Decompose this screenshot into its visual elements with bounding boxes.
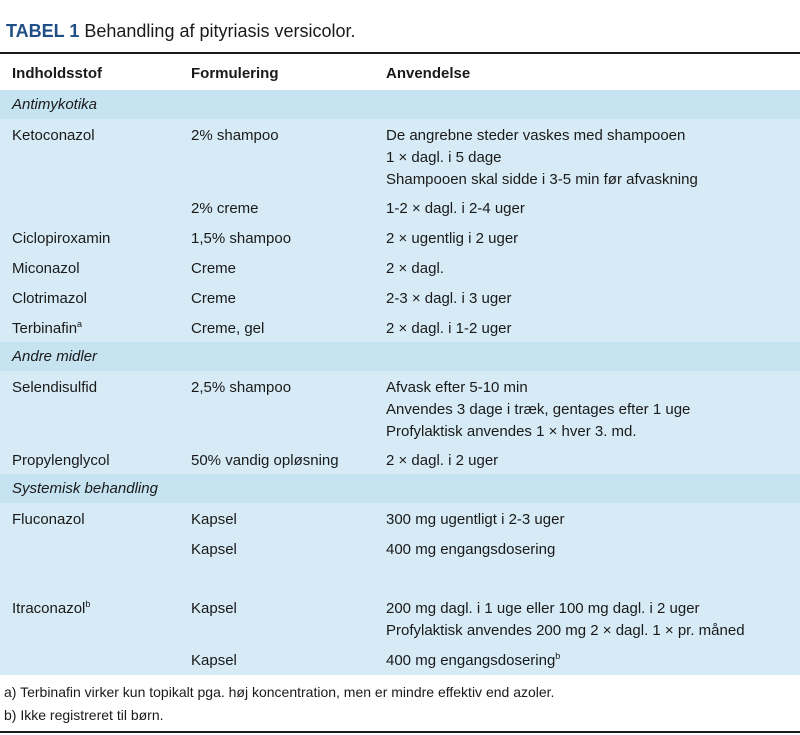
cell-formulation: Kapsel — [191, 600, 237, 617]
cell-substance: Ketoconazol — [12, 127, 95, 144]
cell-substance — [12, 318, 82, 340]
table-row — [0, 312, 800, 342]
usage-line: 1 × dagl. i 5 dage — [386, 149, 502, 166]
cell-formulation: Creme — [191, 260, 237, 277]
usage-line: Anvendes 3 dage i træk, gentages efter 1 uge — [386, 401, 691, 418]
usage-line: Profylaktisk anvendes 200 mg 2 × dagl. 1 × pr. måned — [386, 622, 745, 639]
group-label: Andre midler — [12, 348, 98, 365]
usage-line: 200 mg dagl. i 1 uge eller 100 mg dagl. i 2 uger — [386, 600, 700, 617]
table-row — [0, 192, 800, 222]
cell-substance: Clotrimazol — [12, 290, 88, 307]
substance-name: Itraconazol — [12, 600, 86, 617]
cell-formulation: Creme, gel — [191, 320, 265, 337]
footnote-a: a) Terbinafin virker kun topikalt pga. høj koncentration, men er mindre effektiv end azoler. — [4, 684, 555, 700]
cell-substance: Fluconazol — [12, 511, 85, 528]
cell-formulation: Kapsel — [191, 652, 237, 669]
cell-formulation: 2% creme — [191, 200, 259, 217]
table-row — [0, 282, 800, 312]
table-row — [0, 444, 800, 474]
group-label: Antimykotika — [12, 96, 98, 113]
group-label: Systemisk behandling — [12, 480, 158, 497]
cell-formulation: 1,5% shampoo — [191, 230, 292, 247]
footnote-b: b) Ikke registreret til børn. — [4, 707, 164, 723]
cell-substance: Selendisulfid — [12, 379, 98, 396]
table-row — [0, 592, 800, 644]
table-title — [6, 20, 356, 42]
cell-usage — [386, 598, 745, 642]
table-header — [0, 54, 800, 90]
cell-usage — [386, 650, 560, 672]
cell-usage: 300 mg ugentligt i 2-3 uger — [386, 511, 565, 528]
table-row — [0, 503, 800, 533]
group-row-andre-midler — [0, 342, 800, 371]
usage-text: 400 mg engangsdosering — [386, 652, 556, 669]
header-formulering: Formulering — [191, 65, 279, 82]
table-caption: Behandling af pityriasis versicolor. — [84, 21, 356, 41]
footnote-marker: b — [85, 599, 91, 609]
group-row-antimykotika — [0, 90, 800, 119]
usage-line: De angrebne steder vaskes med shampooen — [386, 127, 686, 144]
cell-substance: Miconazol — [12, 260, 80, 277]
table-row — [0, 252, 800, 282]
cell-usage — [386, 377, 690, 443]
cell-usage: 2 × dagl. i 2 uger — [386, 452, 499, 469]
treatment-table — [0, 54, 800, 675]
header-anvendelse: Anvendelse — [386, 65, 471, 82]
footnote-marker: b — [555, 651, 561, 661]
cell-formulation: 2% shampoo — [191, 127, 279, 144]
cell-usage: 2 × dagl. i 1-2 uger — [386, 320, 512, 337]
cell-usage: 2 × ugentlig i 2 uger — [386, 230, 519, 247]
table-row — [0, 533, 800, 592]
group-row-systemisk — [0, 474, 800, 503]
table-row — [0, 119, 800, 192]
table-row — [0, 371, 800, 444]
usage-line: Profylaktisk anvendes 1 × hver 3. md. — [386, 423, 637, 440]
cell-formulation: 50% vandig opløsning — [191, 452, 339, 469]
cell-usage: 1-2 × dagl. i 2-4 uger — [386, 200, 525, 217]
cell-formulation: Kapsel — [191, 541, 237, 558]
cell-formulation: Kapsel — [191, 511, 237, 528]
cell-substance: Propylenglycol — [12, 452, 110, 469]
substance-name: Terbinafin — [12, 320, 78, 337]
table-row — [0, 222, 800, 252]
cell-substance — [12, 598, 90, 620]
usage-line: Shampooen skal sidde i 3-5 min før afvaskning — [386, 171, 698, 188]
table-row — [0, 644, 800, 675]
cell-usage: 400 mg engangsdosering — [386, 541, 556, 558]
usage-line: Afvask efter 5-10 min — [386, 379, 528, 396]
header-indholdsstof: Indholdsstof — [12, 65, 102, 82]
cell-substance: Ciclopiroxamin — [12, 230, 111, 247]
cell-usage — [386, 125, 698, 191]
cell-formulation: 2,5% shampoo — [191, 379, 292, 396]
footnotes — [0, 676, 800, 732]
cell-usage: 2-3 × dagl. i 3 uger — [386, 290, 512, 307]
bottom-rule — [0, 731, 800, 733]
table-number: TABEL 1 — [6, 21, 80, 41]
cell-usage: 2 × dagl. — [386, 260, 444, 277]
footnote-marker: a — [77, 319, 83, 329]
cell-formulation: Creme — [191, 290, 237, 307]
